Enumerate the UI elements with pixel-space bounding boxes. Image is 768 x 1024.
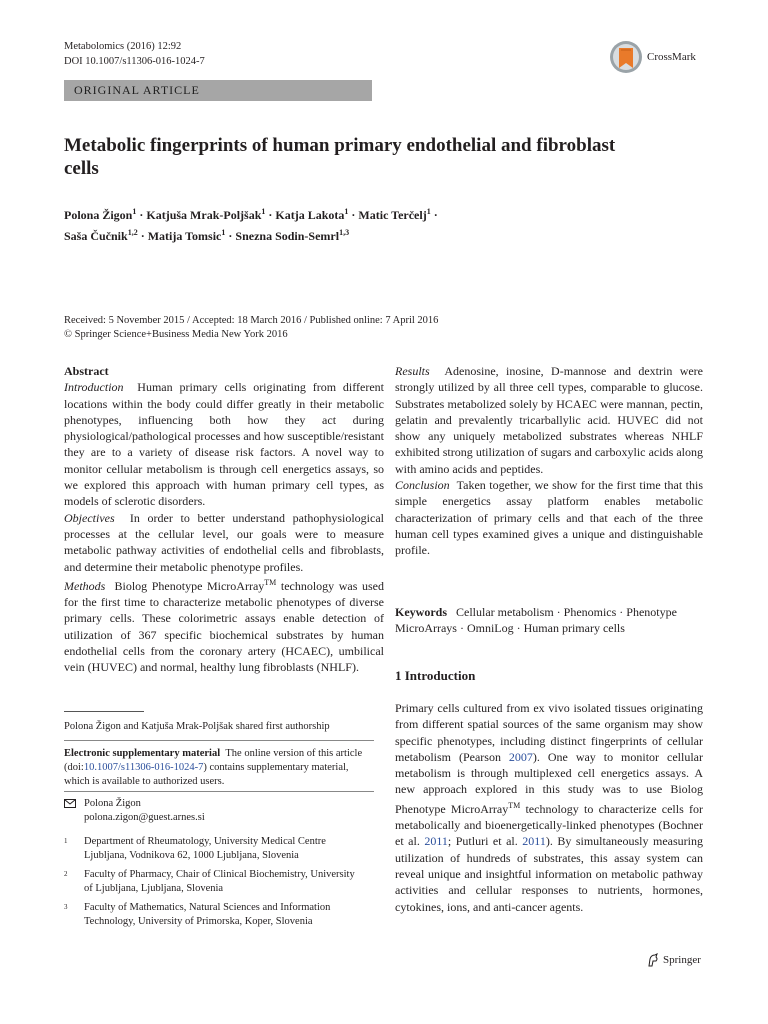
affiliation-2: 2 Faculty of Pharmacy, Chair of Clinical Biochemistry, University of Ljubljana, Ljubljana, Slovenia — [64, 869, 355, 894]
esm-doi-link[interactable]: 10.1007/s11306-016-1024-7 — [83, 761, 204, 773]
keywords-label: Keywords — [395, 605, 447, 619]
affiliation-1: 1 Department of Rheumatology, University Medical Centre Ljubljana, Vodnikova 62, 1000 Ljubljana, Slovenia — [64, 836, 326, 861]
author[interactable]: Saša Čučnik — [64, 229, 128, 243]
citation-link[interactable]: 2011 — [522, 834, 546, 849]
author[interactable]: Matic Terčelj — [358, 208, 427, 222]
contact-name: Polona Žigon — [84, 798, 141, 809]
abstract-heading: Abstract — [64, 364, 109, 378]
crossmark-label: CrossMark — [647, 51, 696, 63]
footnote-divider — [64, 791, 374, 792]
publication-dates — [64, 314, 704, 342]
author[interactable]: Katjuša Mrak-Poljšak — [146, 208, 262, 222]
footnote-divider — [64, 740, 374, 741]
article-type-banner: ORIGINAL ARTICLE — [64, 80, 372, 101]
abstract-methods: Methods Biolog Phenotype MicroArray™ technology was used for the first time to characterize metabolic phenotypes of diverse primary cells. These colorimetric assays enable detection of utilization of 367 specific biochemical substrates by human endothelial cells from the coronary artery (HCAEC), umbilical vein (HUVEC) and normal, healthy lung fibroblasts (NHLF). — [64, 577, 384, 675]
keywords — [395, 604, 703, 637]
journal-doi[interactable]: DOI 10.1007/s11306-016-1024-7 — [64, 56, 205, 67]
label-results: Results — [395, 364, 430, 378]
abstract-introduction: Introduction Human primary cells originating from different locations within the body could differ greatly in their metabolic phenotypes, influencing both how they act during physiological/pathological processes and how susceptible/resistant they are to a variety of disease risk factors. A novel way to monitor cellular metabolism is through cell energetics assays, so we explored this approach with human primary cell types, as models of sclerotic disorders. — [64, 380, 384, 509]
envelope-icon — [64, 799, 76, 808]
author[interactable]: Matija Tomsic — [147, 229, 222, 243]
keywords-text: Cellular metabolism · Phenomics · Phenotype MicroArrays · OmniLog · Human primary cells — [395, 605, 677, 636]
label-methods: Methods — [64, 578, 106, 593]
abstract-right — [395, 363, 703, 559]
springer-horse-icon — [646, 953, 660, 967]
citation-link[interactable]: 2011 — [424, 834, 448, 849]
abstract-left — [64, 363, 384, 689]
esm-label: Electronic supplementary material — [64, 748, 221, 759]
label-conclusion: Conclusion — [395, 478, 450, 493]
dates-line: Received: 5 November 2015 / Accepted: 18 March 2016 / Published online: 7 April 2016 — [64, 315, 439, 326]
crossmark-badge[interactable] — [609, 40, 696, 74]
author-line-1: Polona Žigon$^1$ · Katjuša Mrak-Poljšak$^1$ · Katja Lakota$^1$ · Matic Terčelj$^1$ · — [64, 207, 438, 222]
springer-logo: Springer — [646, 953, 701, 967]
corresponding-author — [64, 797, 364, 825]
abstract-objectives: Objectives In order to better understand pathophysiological processes at the cellular level, our goals were to measure metabolic pathway activities of endothelial cells and fibroblasts, and determine their metabolic phenotype profiles. — [64, 510, 385, 574]
author[interactable]: Polona Žigon — [64, 208, 133, 222]
contact-email[interactable]: polona.zigon@guest.arnes.si — [84, 811, 205, 823]
abstract-results: Results Adenosine, inosine, D-mannose and dextrin were strongly utilized by all three cell types, comparable to glucose. Substrates metabolized solely by HCAEC were mannan, pectin, gelatin and prevalently tricarballylic acid. HUVEC did not show any uniquely metabolized substrates whereas NHLF exhibited strong utilization of sugars and carboxylic acids along with amino acids and peptides. — [395, 364, 704, 476]
supplementary-note: Electronic supplementary material The online version of this article (doi:10.1007/s11306-016-1024-7) contains supplementary material, which is available to authorized users. — [64, 748, 363, 787]
author[interactable]: Katja Lakota — [275, 208, 345, 222]
label-objectives: Objectives — [64, 510, 115, 525]
crossmark-icon — [609, 40, 643, 74]
affiliation-3: 3 Faculty of Mathematics, Natural Sciences and Information Technology, University of Primorska, Koper, Slovenia — [64, 902, 331, 927]
citation-link[interactable]: 2007 — [508, 749, 533, 764]
label-introduction: Introduction — [64, 380, 124, 395]
footnote-rule — [64, 711, 144, 712]
introduction-body: Primary cells cultured from ex vivo isolated tissues originating from different spatial sources of the same organism may show specific phenotypes, including distinct fingerprints of cellular metabolism (Pearson 2007). One way to monitor cellular metabolism is through multiplexed cell energetics assays. A new approach explored in this study was to use Biolog Phenotype MicroArray™ technology to characterize cells for metabolically and bioenergetically-linked phenotypes (Bochner et al. 2011; Putluri et al. 2011). By simultaneously measuring utilization of hundreds of substrates, this assay system can reveal unique and insightful information on metabolic pathway activities and cellular responses to nutrients, hormones, cytokines, ions, and anti-cancer agents. — [395, 701, 703, 914]
author[interactable]: Snezna Sodin-Semrl — [235, 229, 340, 243]
introduction-heading: 1 Introduction — [395, 668, 476, 683]
journal-citation: Metabolomics (2016) 12:92 — [64, 41, 182, 52]
copyright-line: © Springer Science+Business Media New York 2016 — [64, 329, 288, 340]
author-list — [64, 203, 704, 245]
shared-authorship-note: Polona Žigon and Katjuša Mrak-Poljšak shared first authorship — [64, 721, 330, 732]
abstract-conclusion: Conclusion Taken together, we show for the first time that this simple energetics assay platform enables metabolic characterization of primary cells and that each of the three human cell types examined gives a unique and distinguishable profile. — [395, 478, 704, 558]
author-line-2: Saša Čučnik$^{1,2}$ · Matija Tomsic$^1$ · Snezna Sodin-Semrl$^{1,3}$ — [64, 228, 350, 243]
article-title: Metabolic fingerprints of human primary endothelial and fibroblast cells — [64, 135, 616, 179]
